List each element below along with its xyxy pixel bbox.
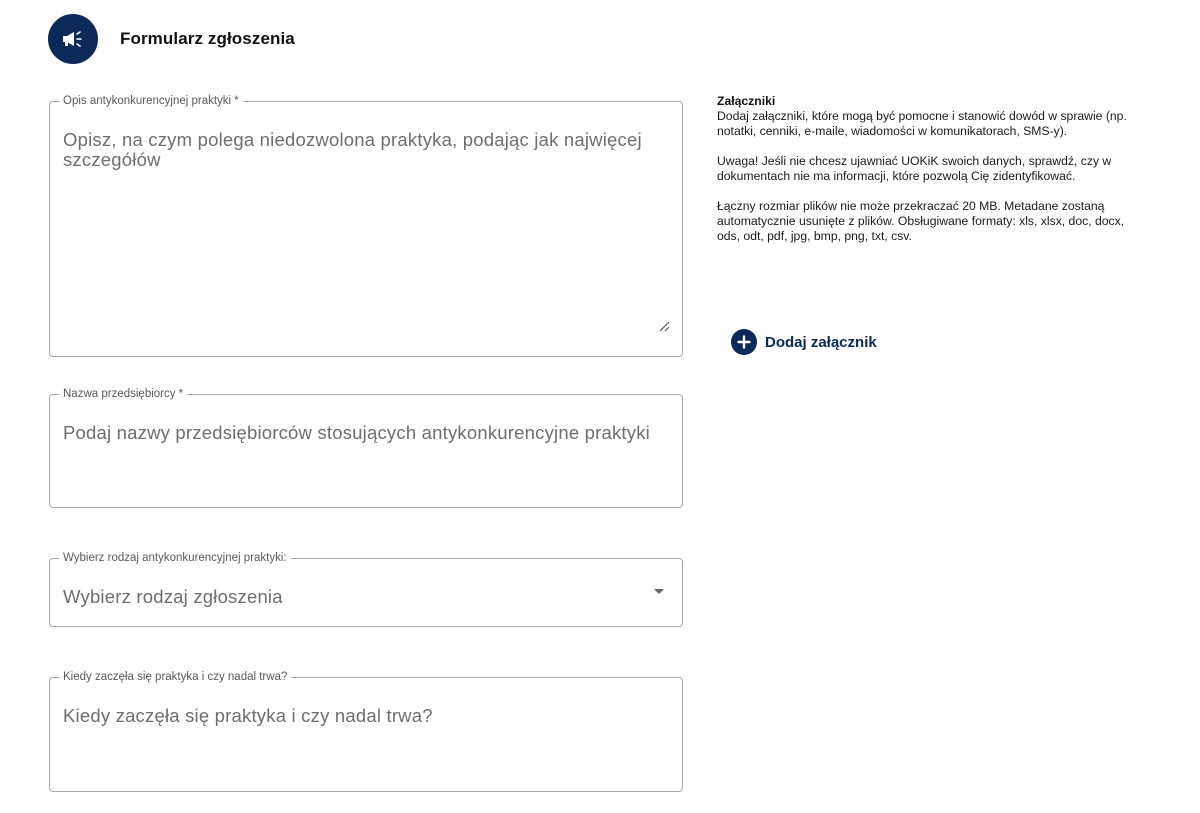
caret-down-icon — [654, 589, 664, 594]
attachments-warning: Uwaga! Jeśli nie chcesz ujawniać UOKiK swoich danych, sprawdź, czy w dokumentach nie ma informacji, które pozwolą Cię zidentyfikować. — [717, 154, 1112, 183]
attachments-intro: Dodaj załączniki, które mogą być pomocne i stanowić dowód w sprawie (np. notatki, cenniki, e-maile, wiadomości w komunikatorach, SMS-y). — [717, 109, 1127, 138]
add-attachment-button[interactable] — [731, 329, 877, 355]
practice-type-selected-value: Wybierz rodzaj zgłoszenia — [63, 586, 283, 607]
practice-type-select[interactable] — [49, 552, 683, 627]
plus-icon — [731, 329, 757, 355]
timing-placeholder: Kiedy zaczęła się praktyka i czy nadal trwa? — [63, 705, 433, 726]
timing-input[interactable] — [49, 671, 683, 792]
description-textarea[interactable] — [49, 95, 683, 357]
company-name-input[interactable] — [49, 388, 683, 508]
description-placeholder: Opisz, na czym polega niedozwolona praktyka, podając jak najwięcej szczegółów — [63, 129, 642, 170]
megaphone-icon — [48, 14, 98, 64]
description-label: Opis antykonkurencyjnej praktyki * — [59, 95, 243, 108]
attachments-title: Załączniki — [717, 94, 776, 108]
timing-label: Kiedy zaczęła się praktyka i czy nadal trwa? — [59, 671, 291, 684]
attachments-info — [717, 94, 1147, 259]
company-name-label: Nazwa przedsiębiorcy * — [59, 388, 187, 401]
company-name-placeholder: Podaj nazwy przedsiębiorców stosujących antykonkurencyjne praktyki — [63, 422, 650, 443]
resize-handle-icon[interactable] — [658, 320, 670, 332]
form-header — [48, 14, 295, 64]
add-attachment-label: Dodaj załącznik — [765, 333, 877, 351]
attachments-limits: Łączny rozmiar plików nie może przekraczać 20 MB. Metadane zostaną automatycznie usunięte z plików. Obsługiwane formaty: xls, xlsx, doc, docx, ods, odt, pdf, jpg, bmp, png, txt, csv. — [717, 199, 1125, 243]
page-title: Formularz zgłoszenia — [120, 29, 295, 48]
practice-type-label: Wybierz rodzaj antykonkurencyjnej praktyki: — [59, 552, 291, 565]
